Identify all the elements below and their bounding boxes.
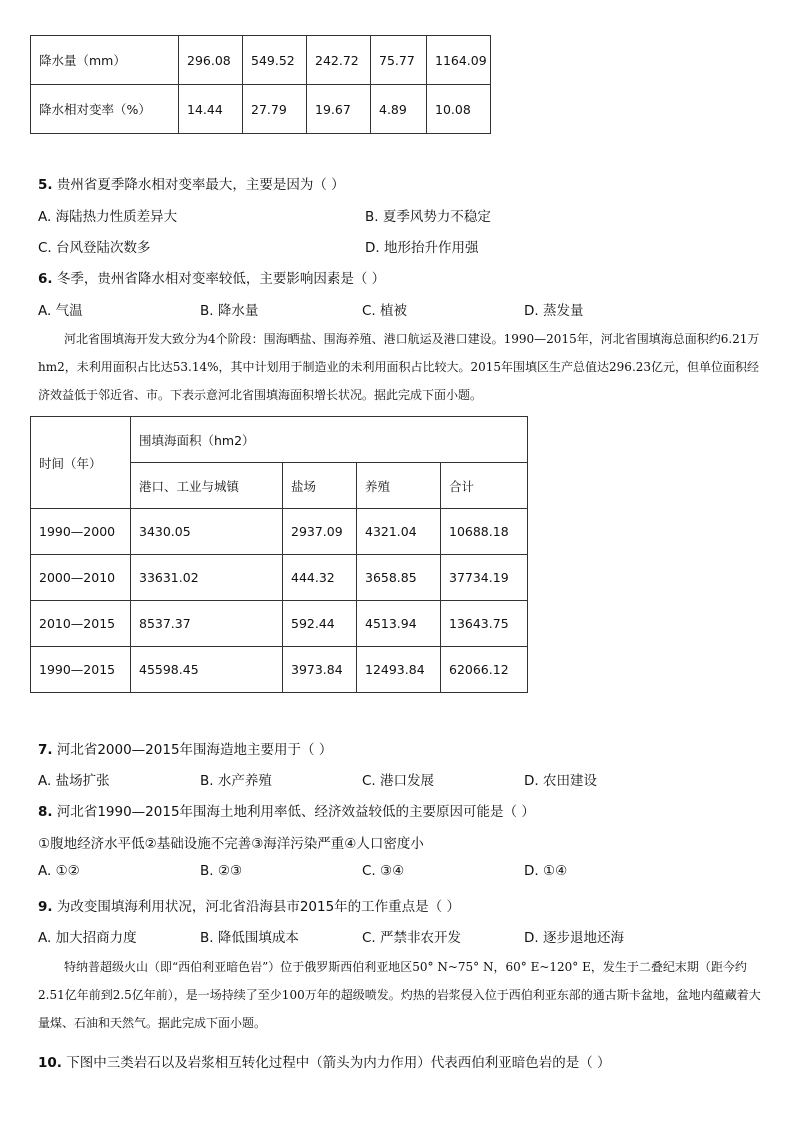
table-cell: 3658.85 [357, 555, 441, 601]
area-header: 围填海面积（hm2） [131, 417, 528, 463]
question-stem: 下图中三类岩石以及岩浆相互转化过程中（箭头为内力作用）代表西伯利亚暗色岩的是（ ） [66, 1055, 611, 1071]
table-cell: 33631.02 [131, 555, 283, 601]
question-7 [38, 738, 332, 758]
option-a[interactable]: A. 加大招商力度 [38, 930, 137, 946]
table-row [31, 555, 528, 601]
question-8-statements: ①腹地经济水平低②基础设施不完善③海洋污染严重④人口密度小 [38, 836, 424, 852]
option-b[interactable]: B. 降水量 [200, 303, 259, 319]
option-d[interactable]: D. 农田建设 [524, 773, 597, 789]
column-header: 港口、工业与城镇 [131, 463, 283, 509]
question-number: 6. [38, 271, 53, 287]
column-header: 合计 [441, 463, 528, 509]
table-cell: 242.72 [307, 36, 371, 85]
time-cell: 1990—2000 [31, 509, 131, 555]
option-c[interactable]: C. 港口发展 [362, 773, 435, 789]
question-stem: 河北省2000—2015年围海造地主要用于（ ） [56, 742, 333, 758]
table-cell: 2937.09 [283, 509, 357, 555]
column-header: 盐场 [283, 463, 357, 509]
option-c[interactable]: C. 台风登陆次数多 [38, 240, 151, 256]
option-b[interactable]: B. ②③ [200, 863, 243, 879]
time-cell: 2010—2015 [31, 601, 131, 647]
question-9 [38, 895, 460, 915]
option-b[interactable]: B. 降低围填成本 [200, 930, 299, 946]
question-number: 7. [38, 742, 53, 758]
table-cell: 10.08 [427, 85, 491, 134]
question-5 [38, 173, 345, 193]
passage-reclamation: 河北省围填海开发大致分为4个阶段：围海晒盐、围海养殖、港口航运及港口建设。1990—2015年，河北省围填海总面积约6.21万hm2，未利用面积占比达53.14%，其中计划用于制造业的未利用面积占比较大。2015年围填区生产总值达296.23亿元，但单位面积经济效益低于邻近省、市。下表示意河北省围填海面积增长状况。据此完成下面小题。 [38, 332, 760, 402]
option-a[interactable]: A. 海陆热力性质差异大 [38, 209, 178, 225]
column-header: 养殖 [357, 463, 441, 509]
table-cell: 4.89 [371, 85, 427, 134]
passage-siberian-traps: 特纳普超级火山（即“西伯利亚暗色岩”）位于俄罗斯西伯利亚地区50° N~75° N，60° E~120° E，发生于二叠纪末期（距今约2.51亿年前到2.5亿年前），是一场持续了至少100万年的超级喷发。灼热的岩浆侵入位于西伯利亚东部的通古斯卡盆地，盆地内蕴藏着大量煤、石油和天然气。据此完成下面小题。 [38, 960, 761, 1030]
option-c[interactable]: C. 严禁非农开发 [362, 930, 462, 946]
table-cell: 19.67 [307, 85, 371, 134]
table-row [31, 36, 491, 85]
table-cell: 62066.12 [441, 647, 528, 693]
table-cell: 13643.75 [441, 601, 528, 647]
question-stem: 贵州省夏季降水相对变率最大，主要是因为（ ） [56, 177, 345, 193]
table-cell: 14.44 [179, 85, 243, 134]
table-cell: 8537.37 [131, 601, 283, 647]
precipitation-table [30, 35, 491, 134]
table-cell: 12493.84 [357, 647, 441, 693]
table-row [31, 601, 528, 647]
option-a[interactable]: A. ①② [38, 863, 80, 879]
option-b[interactable]: B. 夏季风势力不稳定 [365, 209, 491, 225]
question-stem: 河北省1990—2015年围海土地利用率低、经济效益较低的主要原因可能是（ ） [56, 804, 535, 820]
question-stem: 冬季，贵州省降水相对变率较低，主要影响因素是（ ） [56, 271, 386, 287]
table-cell: 549.52 [243, 36, 307, 85]
time-cell: 2000—2010 [31, 555, 131, 601]
table-row [31, 647, 528, 693]
question-stem: 为改变围填海利用状况，河北省沿海县市2015年的工作重点是（ ） [56, 899, 460, 915]
option-d[interactable]: D. 地形抬升作用强 [365, 240, 479, 256]
table-cell: 37734.19 [441, 555, 528, 601]
option-b[interactable]: B. 水产养殖 [200, 773, 272, 789]
table-cell: 444.32 [283, 555, 357, 601]
option-d[interactable]: D. 逐步退地还海 [524, 930, 624, 946]
table-cell: 10688.18 [441, 509, 528, 555]
table-cell: 45598.45 [131, 647, 283, 693]
question-8 [38, 800, 535, 820]
table-cell: 3430.05 [131, 509, 283, 555]
question-number: 5. [38, 177, 53, 193]
table-row [31, 509, 528, 555]
option-c[interactable]: C. ③④ [362, 863, 405, 879]
option-d[interactable]: D. ①④ [524, 863, 568, 879]
question-number: 10. [38, 1055, 62, 1071]
table-cell: 592.44 [283, 601, 357, 647]
option-c[interactable]: C. 植被 [362, 303, 408, 319]
option-a[interactable]: A. 气温 [38, 303, 83, 319]
table-cell: 75.77 [371, 36, 427, 85]
table-header-row [31, 417, 528, 463]
question-6 [38, 267, 385, 287]
option-a[interactable]: A. 盐场扩张 [38, 773, 110, 789]
row-label: 降水量（mm） [31, 36, 179, 85]
row-label: 降水相对变率（%） [31, 85, 179, 134]
table-cell: 1164.09 [427, 36, 491, 85]
table-row [31, 85, 491, 134]
table-cell: 296.08 [179, 36, 243, 85]
question-number: 8. [38, 804, 53, 820]
option-d[interactable]: D. 蒸发量 [524, 303, 584, 319]
question-10 [38, 1051, 611, 1071]
reclamation-table [30, 416, 528, 693]
table-cell: 4513.94 [357, 601, 441, 647]
time-header: 时间（年） [31, 417, 131, 509]
table-cell: 3973.84 [283, 647, 357, 693]
time-cell: 1990—2015 [31, 647, 131, 693]
table-cell: 27.79 [243, 85, 307, 134]
table-cell: 4321.04 [357, 509, 441, 555]
question-number: 9. [38, 899, 53, 915]
